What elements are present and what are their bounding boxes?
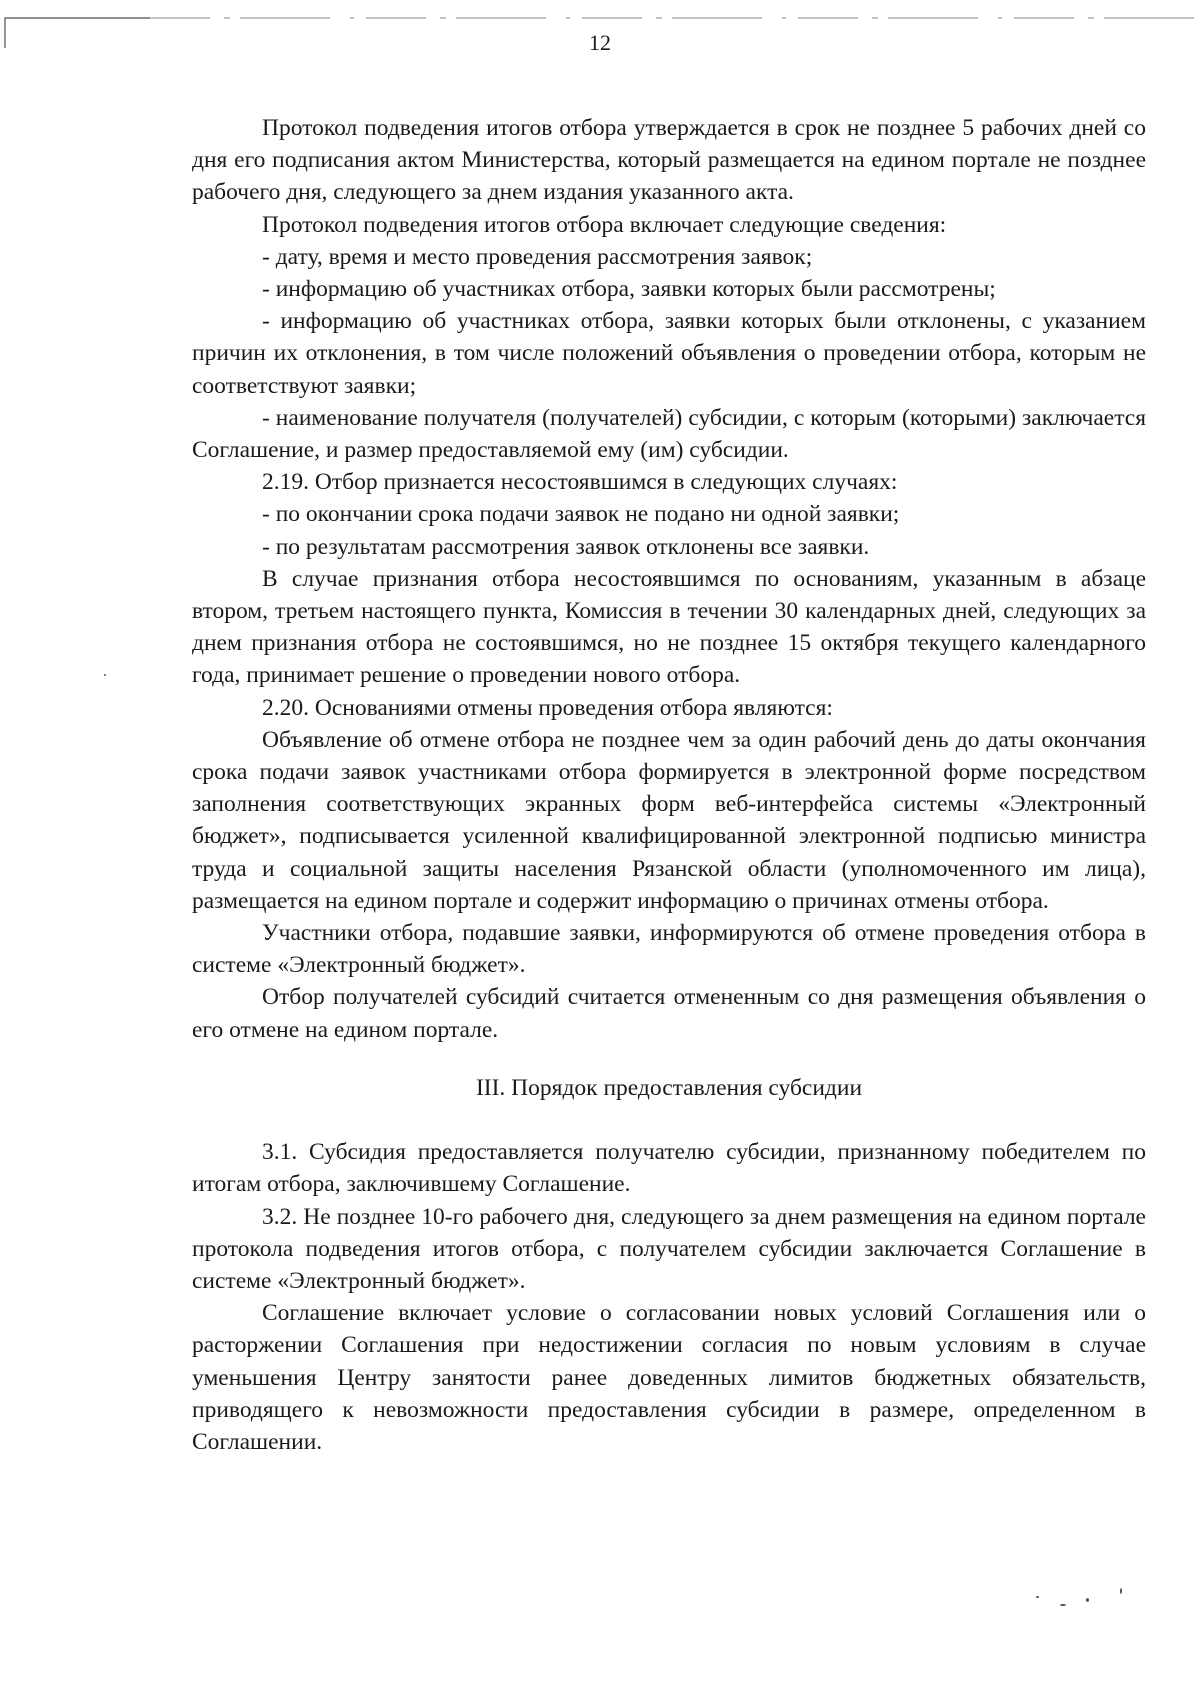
scan-speck <box>1060 1604 1066 1606</box>
paragraph: Участники отбора, подавшие заявки, информируются об отмене проведения отбора в системе «Электронный бюджет». <box>192 920 1146 979</box>
paragraph: Объявление об отмене отбора не позднее чем за один рабочий день до даты окончания срока подачи заявок участниками отбора формируется в электронной форме посредством заполнения соответствующих экранных форм веб-интерфейса системы «Электронный бюджет», подписывается усиленной квалифицированной электронной подписью министра труда и социальной защиты населения Рязанской области (уполномоченного им лица), размещается на едином портале и содержит информацию о причинах отмены отбора. <box>192 726 1146 914</box>
paragraph: Соглашение включает условие о согласовании новых условий Соглашения или о расторжении Соглашения при недостижении согласия по новым условиям в случае уменьшения Центру занятости ранее доведенных лимитов бюджетных обязательств, приводящего к невозможности предоставления субсидии в размере, определенном в Соглашении. <box>192 1300 1146 1455</box>
paragraph: Протокол подведения итогов отбора утверждается в срок не позднее 5 рабочих дней со дня его подписания актом Министерства, который размещается на едином портале не позднее рабочего дня, следующего за днем издания указанного акта. <box>192 115 1146 206</box>
list-item: - наименование получателя (получателей) субсидии, с которым (которыми) заключается Соглашение, и размер предоставляемой ему (им) субсидии. <box>192 404 1146 464</box>
clause-3-1: 3.1. Субсидия предоставляется получателю субсидии, признанному победителем по итогам отбора, заключившему Соглашение. <box>192 1139 1146 1198</box>
scan-speck <box>1086 1598 1089 1602</box>
list-item: - по окончании срока подачи заявок не подано ни одной заявки; <box>262 501 900 528</box>
list-item: - информацию об участниках отбора, заявки которых были рассмотрены; <box>262 276 996 303</box>
page-number: 12 <box>589 30 611 55</box>
scan-speck <box>104 674 106 676</box>
paragraph: В случае признания отбора несостоявшимся по основаниям, указанным в абзаце втором, третьем настоящего пункта, Комиссия в течении 30 календарных дней, следующих за днем признания отбора не состоявшимся, но не позднее 15 октября текущего календарного года, принимает решение о проведении нового отбора. <box>192 565 1146 689</box>
clause-2-19: 2.19. Отбор признается несостоявшимся в следующих случаях: <box>262 469 898 496</box>
paragraph: Протокол подведения итогов отбора включает следующие сведения: <box>262 211 947 238</box>
paragraph: Отбор получателей субсидий считается отмененным со дня размещения объявления о его отмене на едином портале. <box>192 984 1146 1043</box>
list-item: - информацию об участниках отбора, заявки которых были отклонены, с указанием причин их отклонения, в том числе положений объявления о проведении отбора, которым не соответствуют заявки; <box>192 308 1146 399</box>
section-heading: III. Порядок предоставления субсидии <box>475 1074 863 1101</box>
list-item: - дату, время и место проведения рассмотрения заявок; <box>262 243 813 270</box>
document-body <box>192 112 1146 1458</box>
scan-speck <box>1120 1588 1122 1594</box>
clause-3-2: 3.2. Не позднее 10-го рабочего дня, следующего за днем размещения на едином портале протокола подведения итогов отбора, с получателем субсидии заключается Соглашение в системе «Электронный бюджет». <box>192 1203 1146 1294</box>
clause-2-20: 2.20. Основаниями отмены проведения отбора являются: <box>262 694 833 721</box>
scan-speck <box>1036 1596 1039 1598</box>
list-item: - по результатам рассмотрения заявок отклонены все заявки. <box>262 533 870 560</box>
